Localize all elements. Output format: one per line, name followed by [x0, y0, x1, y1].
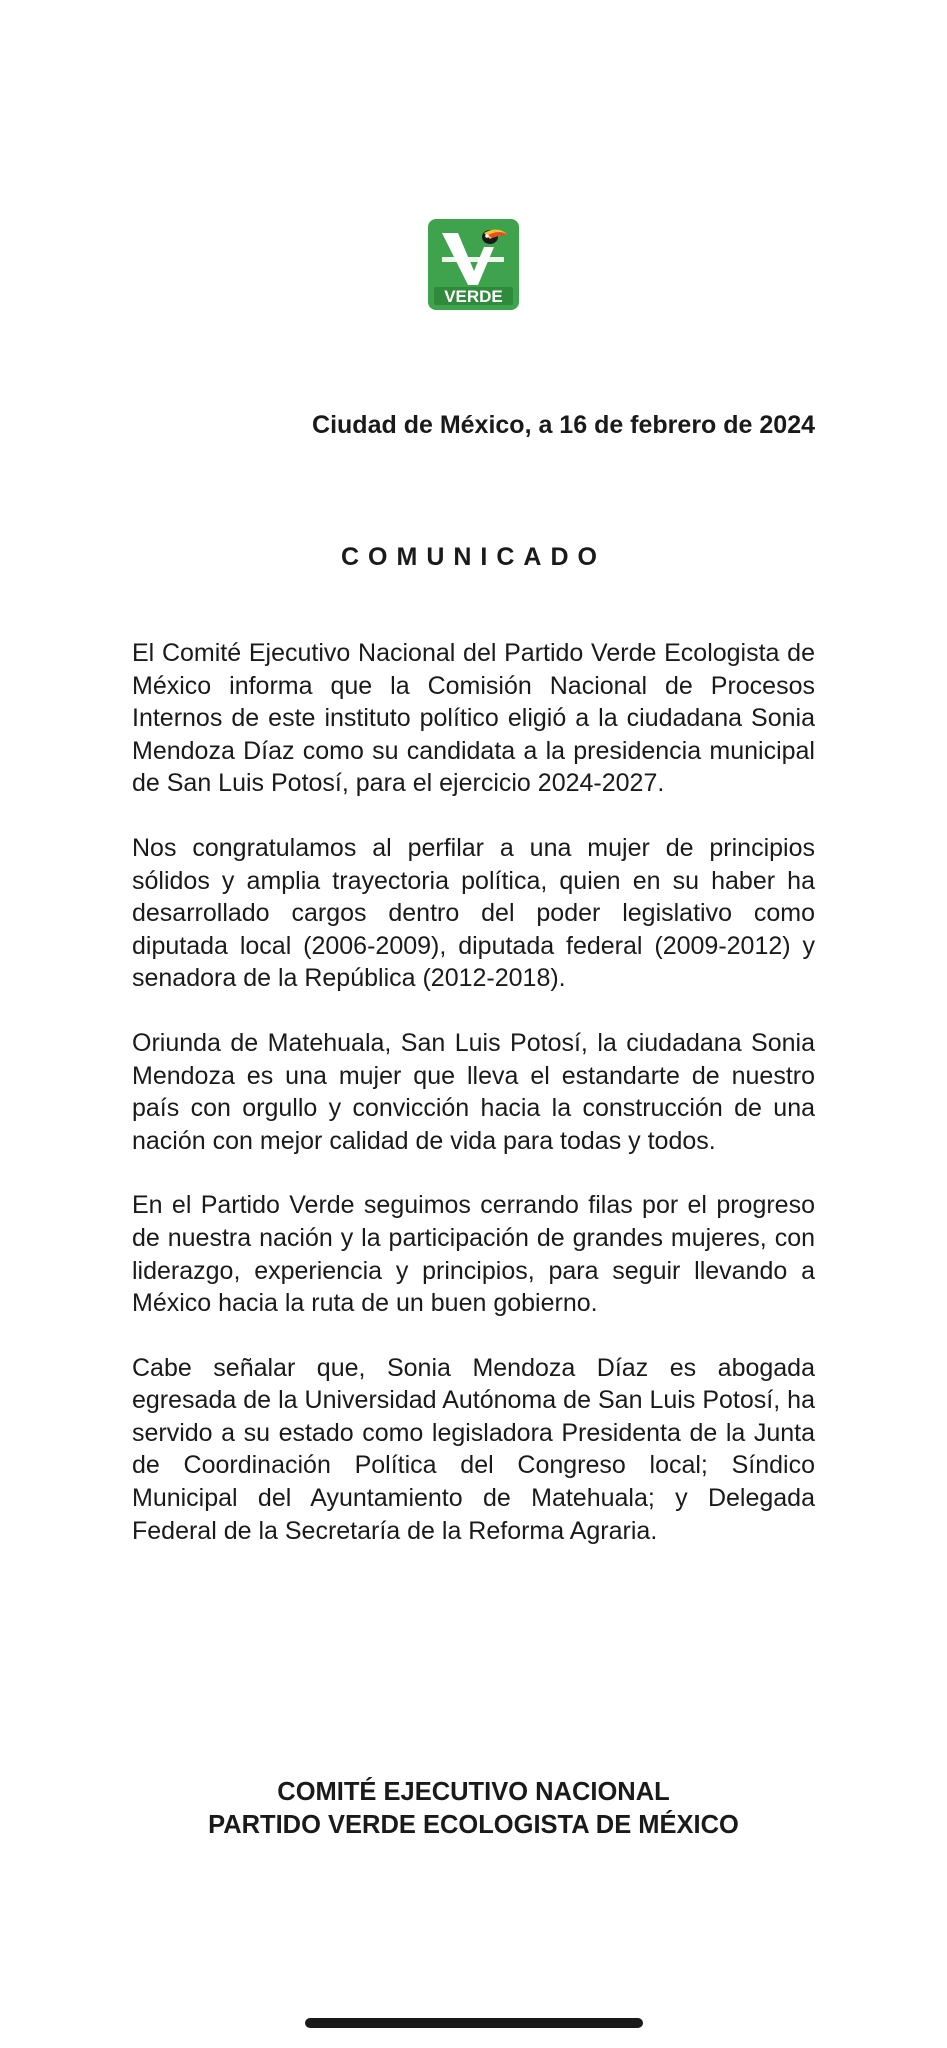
- paragraph: El Comité Ejecutivo Nacional del Partido Verde Ecologista de México informa que la Comisión Nacional de Procesos Internos de este instituto político eligió a la ciudadana Sonia Mendoza Díaz como su candidata a la presidencia municipal de San Luis Potosí, para el ejercicio 2024-2027.: [132, 639, 815, 798]
- date-line: Ciudad de México, a 16 de febrero de 2024: [312, 411, 815, 439]
- signature-line-1: COMITÉ EJECUTIVO NACIONAL: [277, 1778, 670, 1806]
- verde-logo: [428, 219, 519, 310]
- document-body: [132, 637, 815, 1579]
- toucan-eye: [485, 234, 489, 238]
- paragraph: Cabe señalar que, Sonia Mendoza Díaz es abogada egresada de la Universidad Autónoma de San Luis Potosí, ha servido a su estado como legisladora Presidenta de la Junta de Coordinación Política del Congreso local; Síndico Municipal del Ayuntamiento de Matehuala; y Delegada Federal de la Secretaría de la Reforma Agraria.: [132, 1353, 815, 1545]
- logo-stripe: [442, 257, 504, 262]
- home-indicator[interactable]: [305, 2018, 643, 2028]
- document-title: COMUNICADO: [341, 543, 606, 571]
- signature-line-2: PARTIDO VERDE ECOLOGISTA DE MÉXICO: [208, 1811, 739, 1839]
- paragraph: En el Partido Verde seguimos cerrando filas por el progreso de nuestra nación y la participación de grandes mujeres, con liderazgo, experiencia y principios, para seguir llevando a México hacia la ruta de un buen gobierno.: [132, 1191, 815, 1318]
- signature-block: [0, 1776, 947, 1842]
- paragraph: Nos congratulamos al perfilar a una mujer de principios sólidos y amplia trayectoria política, quien en su haber ha desarrollado cargos dentro del poder legislativo como diputada local (2006-2009), diputada federal (2009-2012) y senadora de la República (2012-2018).: [132, 833, 815, 993]
- logo-text: VERDE: [444, 287, 503, 306]
- paragraph: Oriunda de Matehuala, San Luis Potosí, la ciudadana Sonia Mendoza es una mujer que lleva el estandarte de nuestro país con orgullo y convicción hacia la construcción de una nación con mejor calidad de vida para todas y todos.: [132, 1028, 815, 1155]
